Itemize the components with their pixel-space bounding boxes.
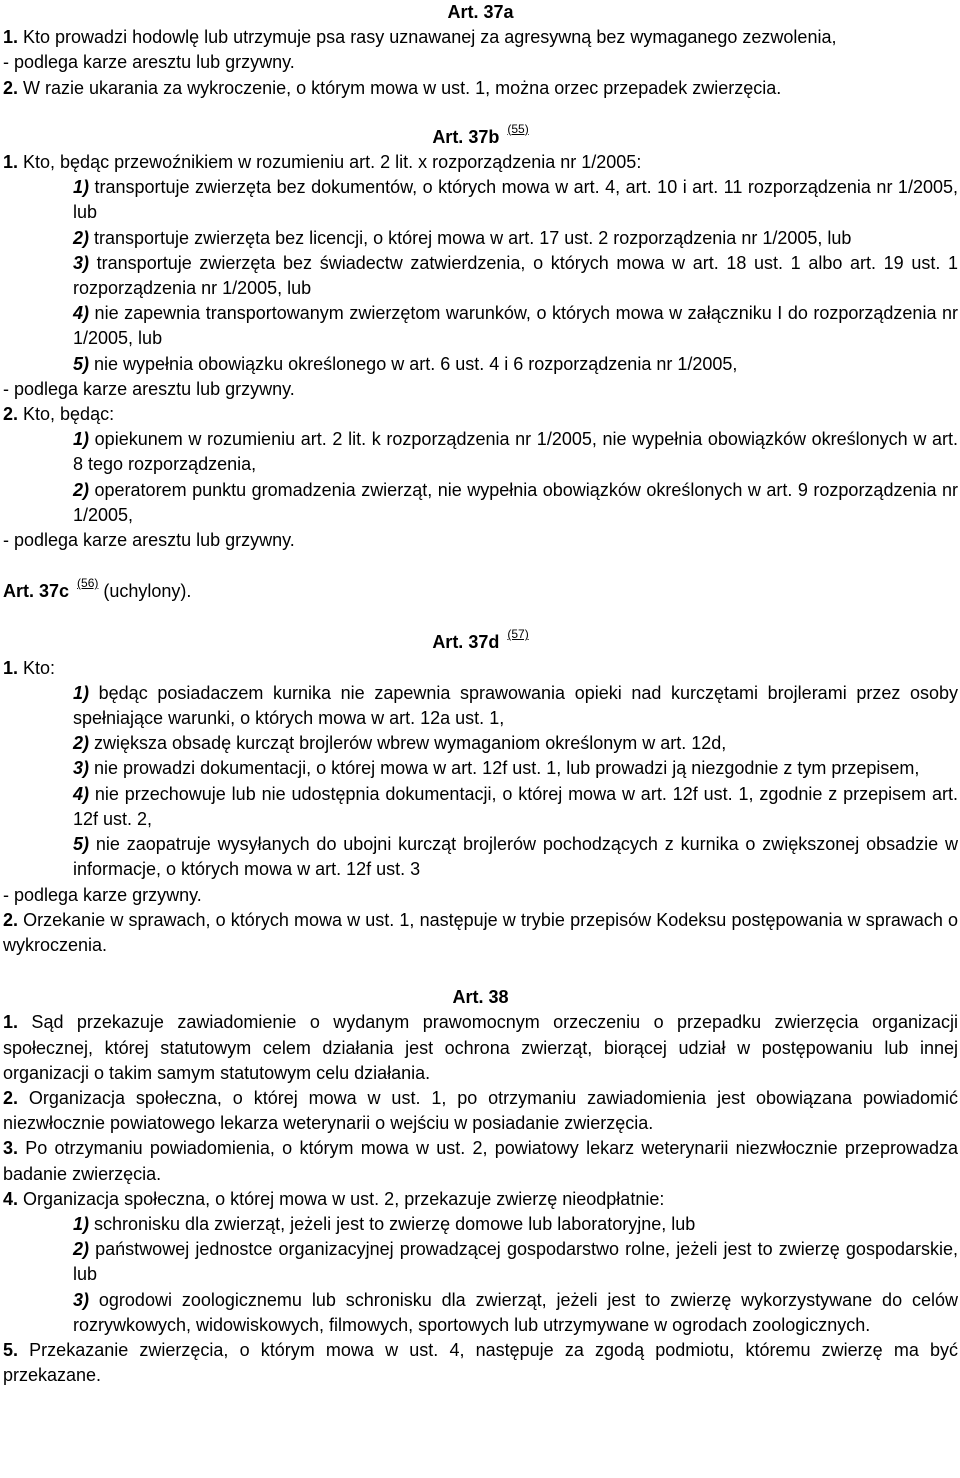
list-item [73,352,958,377]
item-text: nie prowadzi dokumentacji, o której mowa w art. 12f ust. 1, lub prowadzi ją niezgodnie z tym przepisem, [89,758,920,779]
point-list [3,681,958,883]
list-item [73,478,958,528]
list-item [73,1237,958,1287]
list-item [73,226,958,251]
point-list [3,427,958,528]
paragraph-text: Sąd przekazuje zawiadomienie o wydanym prawomocnym orzeczeniu o przepadku zwierzęcia organizacji społecznej, której statutowym celem działania jest ochrona zwierząt, biorącej udział w postępowaniu lub innej organizacji o takim samym statutowym celu działania. [3,1012,958,1083]
paragraph-text: Przekazanie zwierzęcia, o którym mowa w ust. 4, następuje za zgodą podmiotu, któremu zwierzę ma być przekazane. [3,1339,958,1386]
item-number: 4) [73,783,90,804]
paragraph-number: 1. [3,152,19,173]
paragraph-number: 3. [3,1138,19,1159]
item-text: państwowej jednostce organizacyjnej prowadzącej gospodarstwo rolne, jeżeli jest to zwierzę gospodarskie, lub [73,1239,958,1285]
item-number: 2) [73,733,90,754]
paragraph-text: Kto, będąc przewoźnikiem w rozumieniu art. 2 lit. x rozporządzenia nr 1/2005: [18,152,642,173]
penalty-line: - podlega karze aresztu lub grzywny. [3,530,295,551]
list-item [73,1212,958,1237]
paragraph-text: Kto, będąc: [18,404,115,425]
penalty-line [3,50,958,75]
paragraph-1 [3,656,958,681]
spacer [3,604,958,630]
paragraph-text: W razie ukarania za wykroczenie, o którym mowa w ust. 1, można orzec przepadek zwierzęcia. [18,77,782,98]
item-number: 2) [73,227,90,248]
item-text: ogrodowi zoologicznemu lub schronisku dla zwierząt, jeżeli jest to zwierzę wykorzystywane do celów rozrywkowych, widowiskowych, filmowych, sportowych lub utrzymywane w ogrodach zoologicznych. [73,1289,958,1335]
item-number: 2) [73,1239,90,1260]
item-number: 1) [73,429,90,450]
paragraph-number: 2. [3,77,19,98]
paragraph-text: Organizacja społeczna, o której mowa w ust. 2, przekazuje zwierzę nieodpłatnie: [18,1188,665,1209]
penalty-line: - podlega karze aresztu lub grzywny. [3,378,295,399]
paragraph-number: 5. [3,1339,19,1360]
article-37a [3,0,958,101]
penalty-line: - podlega karze grzywny. [3,884,202,905]
article-heading [3,627,958,655]
article-heading: Art. 37a [447,2,514,22]
paragraph-1 [3,1010,958,1086]
article-37b [3,121,958,553]
list-item [73,681,958,731]
item-number: 2) [73,479,90,500]
item-text: transportuje zwierzęta bez świadectw zatwierdzenia, o których mowa w art. 18 ust. 1 albo art. 19 ust. 1 rozporządzenia nr 1/2005, lub [73,252,958,299]
article-38 [3,985,958,1388]
point-list [3,175,958,377]
article-37c-line [3,576,958,604]
article-37d [3,627,958,958]
spacer [3,101,958,125]
list-item [73,427,958,477]
point-list [3,1212,958,1338]
item-number: 1) [73,177,90,198]
item-text: opiekunem w rozumieniu art. 2 lit. k rozporządzenia nr 1/2005, nie wypełnia obowiązków określonych w art. 8 tego rozporządzenia, [73,429,958,475]
paragraph-2 [3,402,958,427]
item-text: nie zaopatruje wysyłanych do ubojni kurcząt brojlerów pochodzących z kurnika o zwiększonej obsadzie w informacje, o których mowa w art. 12f ust. 3 [73,834,958,880]
item-number: 3) [73,252,90,273]
paragraph-text: Kto: [18,657,56,678]
item-text: transportuje zwierzęta bez dokumentów, o których mowa w art. 4, art. 10 i art. 11 rozporządzenia nr 1/2005, lub [73,177,958,223]
paragraph-number: 2. [3,404,19,425]
article-heading: Art. 37c [3,581,70,602]
paragraph-number: 1. [3,1012,19,1033]
paragraph-text: Po otrzymaniu powiadomienia, o którym mowa w ust. 2, powiatowy lekarz weterynarii niezwłocznie przeprowadza badanie zwierzęcia. [3,1138,958,1184]
article-heading: Art. 38 [452,987,509,1008]
item-text: nie przechowuje lub nie udostępnia dokumentacji, o której mowa w art. 12f ust. 1, zgodnie z przepisem art. 12f ust. 2, [73,783,958,829]
list-item [73,731,958,756]
spacer [3,958,958,985]
item-number: 1) [73,1213,90,1234]
item-text: nie wypełnia obowiązku określonego w art. 6 ust. 4 i 6 rozporządzenia nr 1/2005, [89,353,738,374]
list-item [73,251,958,301]
paragraph-number: 1. [3,27,19,48]
item-number: 1) [73,682,90,703]
paragraph-text: Kto prowadzi hodowlę lub utrzymuje psa rasy uznawanej za agresywną bez wymaganego zezwolenia, [18,27,837,48]
paragraph-number: 2. [3,909,19,930]
list-item [73,832,958,882]
paragraph-4 [3,1187,958,1212]
paragraph-text: Orzekanie w sprawach, o których mowa w ust. 1, następuje w trybie przepisów Kodeksu postępowania w sprawach o wykroczenia. [3,909,958,955]
article-37c [3,576,958,604]
paragraph-number: 2. [3,1087,19,1108]
item-number: 5) [73,353,90,374]
item-text: będąc posiadaczem kurnika nie zapewnia sprawowania opieki nad kurczętami brojlerami przez osoby spełniające warunki, o których mowa w art. 12a ust. 1, [73,682,958,729]
item-text: schronisku dla zwierząt, jeżeli jest to zwierzę domowe lub laboratoryjne, lub [89,1213,696,1234]
list-item [73,782,958,832]
item-number: 3) [73,758,90,779]
list-item [73,756,958,781]
paragraph-2 [3,1086,958,1136]
spacer [3,553,958,579]
item-number: 3) [73,1289,90,1310]
paragraph-2 [3,76,958,101]
document-page [3,0,958,1388]
paragraph-1 [3,150,958,175]
item-number: 4) [73,303,90,324]
list-item [73,301,958,351]
footnote-link[interactable]: (55) [507,121,529,136]
paragraph-3 [3,1136,958,1186]
paragraph-text: Organizacja społeczna, o której mowa w ust. 1, po otrzymaniu zawiadomienia jest obowiązana powiadomić niezwłocznie powiatowego lekarza weterynarii o wejściu w posiadanie zwierzęcia. [3,1087,958,1134]
article-heading [3,121,958,150]
paragraph-number: 1. [3,657,19,678]
paragraph-5 [3,1338,958,1388]
item-text: zwiększa obsadę kurcząt brojlerów wbrew wymaganiom określonym w art. 12d, [89,733,727,754]
footnote-link[interactable]: (57) [507,627,529,642]
article-heading-text: Art. 37b [432,126,500,147]
item-text: nie zapewnia transportowanym zwierzętom warunków, o których mowa w załączniku I do rozporządzenia nr 1/2005, lub [73,303,958,349]
article-heading-text: Art. 37d [432,632,500,653]
item-number: 5) [73,834,90,855]
item-text: transportuje zwierzęta bez licencji, o której mowa w art. 17 ust. 2 rozporządzenia nr 1/2005, lub [89,227,852,248]
paragraph-1 [3,25,958,50]
item-text: operatorem punktu gromadzenia zwierząt, nie wypełnia obowiązków określonych w art. 9 rozporządzenia nr 1/2005, [73,479,958,525]
footnote-link[interactable]: (56) [77,576,99,591]
list-item [73,175,958,225]
paragraph-2 [3,908,958,958]
paragraph-number: 4. [3,1188,19,1209]
list-item [73,1288,958,1338]
article-status: (uchylony). [98,581,192,602]
penalty-text: - podlega karze aresztu lub grzywny. [3,52,295,73]
